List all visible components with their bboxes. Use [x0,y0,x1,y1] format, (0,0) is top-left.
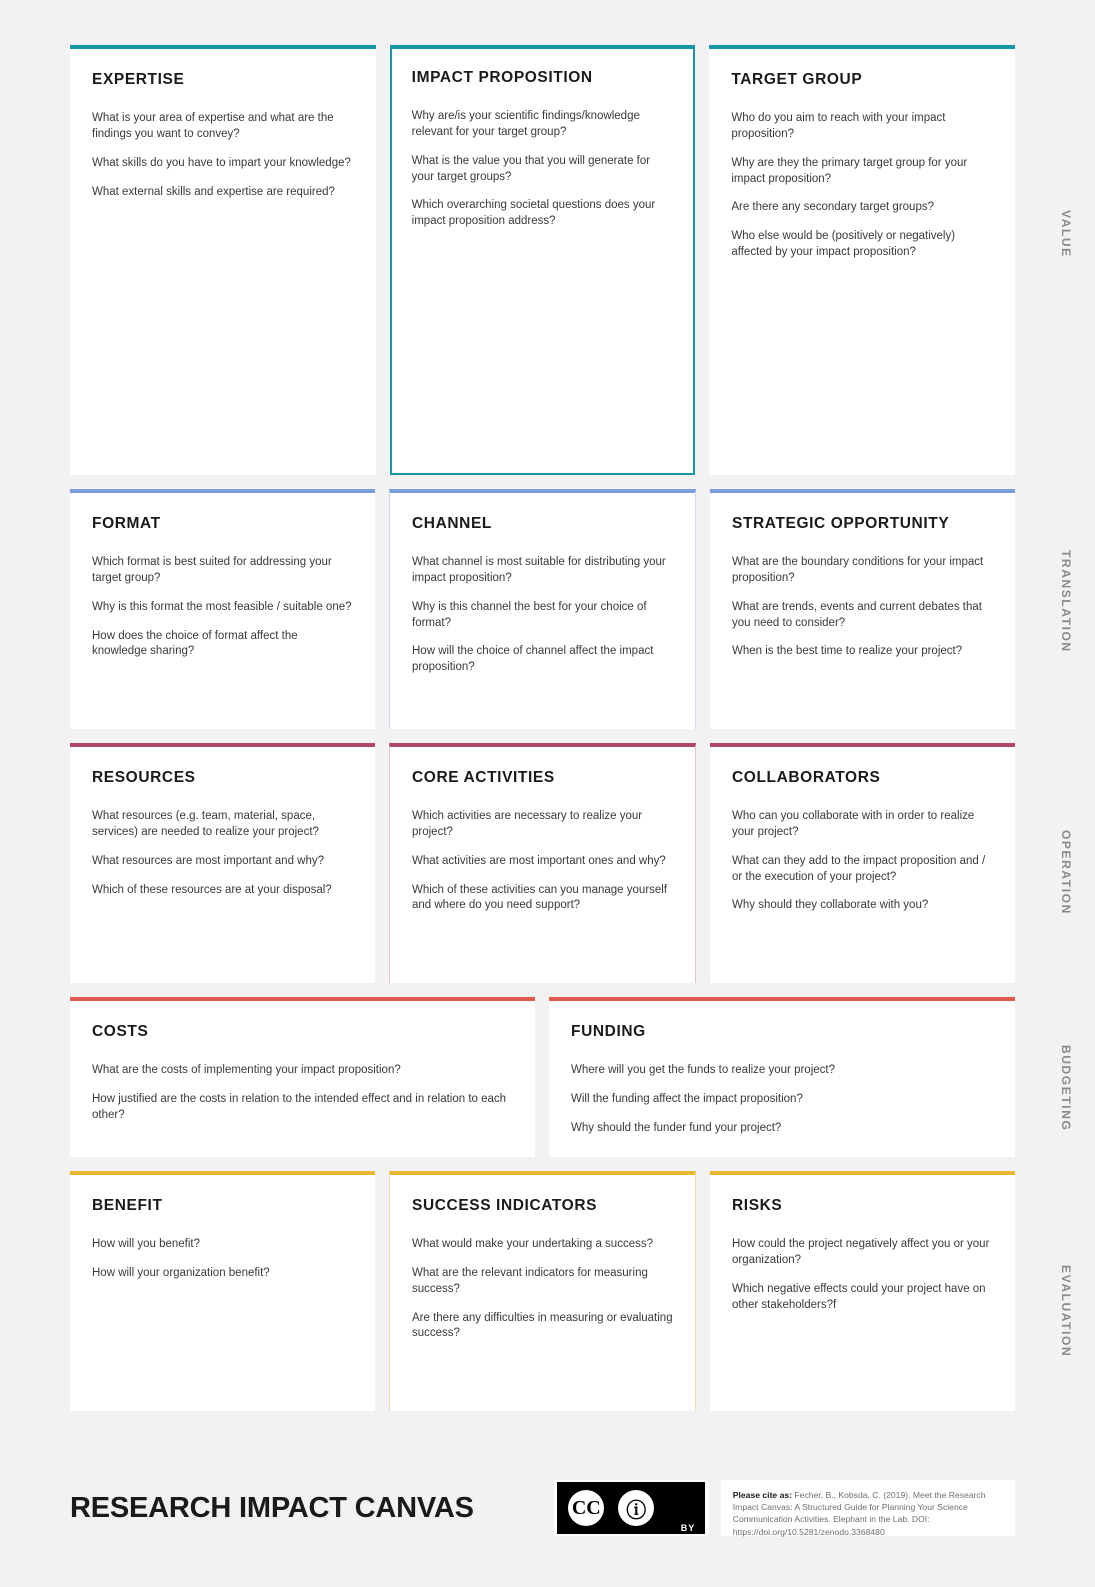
card-strategic-opportunity[interactable] [710,489,1015,729]
question-text: Will the funding affect the impact proposition? [571,1092,803,1105]
question-text: Which of these activities can you manage yourself and where do you need support? [412,883,668,912]
question-text: How will the choice of channel affect the impact proposition? [412,645,654,674]
creative-commons-badge [554,1480,709,1536]
card-collaborators[interactable] [710,743,1015,983]
canvas-grid [70,45,1015,1425]
card-title-collaborators: COLLABORATORS [732,769,881,786]
card-title-resources: RESOURCES [92,769,196,786]
question-text: Are there any secondary target groups? [731,201,934,214]
card-expertise[interactable] [70,45,376,475]
question-text: Why are they the primary target group for your impact proposition? [731,156,968,185]
card-title-funding: FUNDING [571,1023,646,1040]
citation-prefix: Please cite as: [732,1490,793,1500]
row-operation [70,743,1015,983]
card-title-success-indicators: SUCCESS INDICATORS [412,1197,598,1214]
question-text: Which activities are necessary to realize your project? [412,810,643,838]
card-format[interactable] [70,489,375,729]
question-text: Who else would be (positively or negatively) affected by your impact proposition? [731,230,956,259]
question-text: How does the choice of format affect the knowledge sharing? [92,629,298,658]
question-text: Why should they collaborate with you? [732,899,929,912]
card-title-risks: RISKS [732,1197,783,1214]
question-text: What is your area of expertise and what are the findings you want to convey? [92,112,334,140]
cc-attribution-icon: ⓘ [618,1490,654,1526]
question-text: Why are/is your scientific findings/knowledge relevant for your target group? [411,110,640,138]
question-text: What are trends, events and current debates that you need to consider? [732,600,982,629]
page-title: RESEARCH IMPACT CANVAS [70,1491,474,1524]
question-text: What are the costs of implementing your impact proposition? [92,1064,401,1076]
card-title-channel: CHANNEL [412,515,492,532]
question-text: What is the value you that you will generate for your target groups? [411,154,651,183]
row-translation [70,489,1015,729]
question-text: What skills do you have to impart your knowledge? [92,156,351,169]
question-text: Are there any difficulties in measuring or evaluating success? [412,1311,673,1340]
card-resources[interactable] [70,743,375,983]
question-text: What resources are most important and why? [92,854,325,867]
question-text: Why is this channel the best for your choice of format? [412,600,647,629]
card-title-costs: COSTS [92,1023,149,1040]
question-text: How could the project negatively affect you or your organization? [732,1238,990,1266]
cc-by-label: BY [680,1523,696,1533]
card-title-format: FORMAT [92,515,161,532]
card-title-impact-proposition: IMPACT PROPOSITION [411,69,593,86]
card-risks[interactable] [710,1171,1015,1411]
card-channel[interactable] [389,489,696,729]
question-text: Why is this format the most feasible / suitable one? [92,600,352,613]
question-text: Who can you collaborate with in order to realize your project? [732,810,975,838]
card-funding[interactable] [549,997,1015,1157]
card-impact-proposition[interactable] [390,45,696,475]
card-title-target-group: TARGET GROUP [731,71,863,88]
footer [70,1480,1015,1536]
side-label-translation: TRANSLATION [1059,550,1073,653]
question-text: What channel is most suitable for distributing your impact proposition? [412,556,666,584]
card-costs[interactable] [70,997,535,1157]
question-text: What external skills and expertise are required? [92,185,335,198]
side-label-budgeting: BUDGETING [1059,1045,1073,1132]
question-text: What can they add to the impact proposition and / or the execution of your project? [732,854,986,883]
question-text: What are the boundary conditions for your impact proposition? [732,556,984,584]
question-text: How justified are the costs in relation to the intended effect and in relation to each other? [92,1092,507,1121]
question-text: What resources (e.g. team, material, space, services) are needed to realize your project? [92,810,319,838]
card-success-indicators[interactable] [389,1171,696,1411]
card-title-strategic-opportunity: STRATEGIC OPPORTUNITY [732,515,950,532]
question-text: Which negative effects could your project have on other stakeholders?f [732,1282,986,1311]
card-title-expertise: EXPERTISE [92,71,185,88]
side-label-operation: OPERATION [1059,830,1073,915]
question-text: Why should the funder fund your project? [571,1121,782,1134]
side-label-value: VALUE [1059,210,1073,258]
card-core-activities[interactable] [389,743,696,983]
question-text: How will your organization benefit? [92,1266,270,1279]
question-text: Which format is best suited for addressing your target group? [92,556,332,584]
question-text: What would make your undertaking a success? [412,1238,653,1250]
citation-text: Fecher, B., Kobsda, C. (2019). Meet the Research Impact Canvas: A Structured Guide for Planning Your Science Communication Activities. Elephant in the Lab. DOI: https://doi.org/10.5281/zenodo.3368480 [732,1490,986,1537]
card-benefit[interactable] [70,1171,375,1411]
question-text: Where will you get the funds to realize your project? [571,1064,835,1076]
question-text: Which overarching societal questions does your impact proposition address? [411,199,656,228]
citation-box [721,1480,1015,1536]
card-target-group[interactable] [709,45,1015,475]
question-text: How will you benefit? [92,1238,201,1250]
question-text: What activities are most important ones and why? [412,854,666,867]
row-evaluation [70,1171,1015,1411]
side-label-evaluation: EVALUATION [1059,1265,1073,1358]
question-text: What are the relevant indicators for measuring success? [412,1266,648,1295]
row-budgeting [70,997,1015,1157]
question-text: When is the best time to realize your project? [732,645,963,658]
question-text: Who do you aim to reach with your impact proposition? [731,112,946,140]
row-value [70,45,1015,475]
cc-icon [557,1482,705,1534]
card-title-core-activities: CORE ACTIVITIES [412,769,555,786]
card-title-benefit: BENEFIT [92,1197,163,1214]
cc-letters: CC [568,1490,604,1526]
question-text: Which of these resources are at your disposal? [92,883,332,896]
